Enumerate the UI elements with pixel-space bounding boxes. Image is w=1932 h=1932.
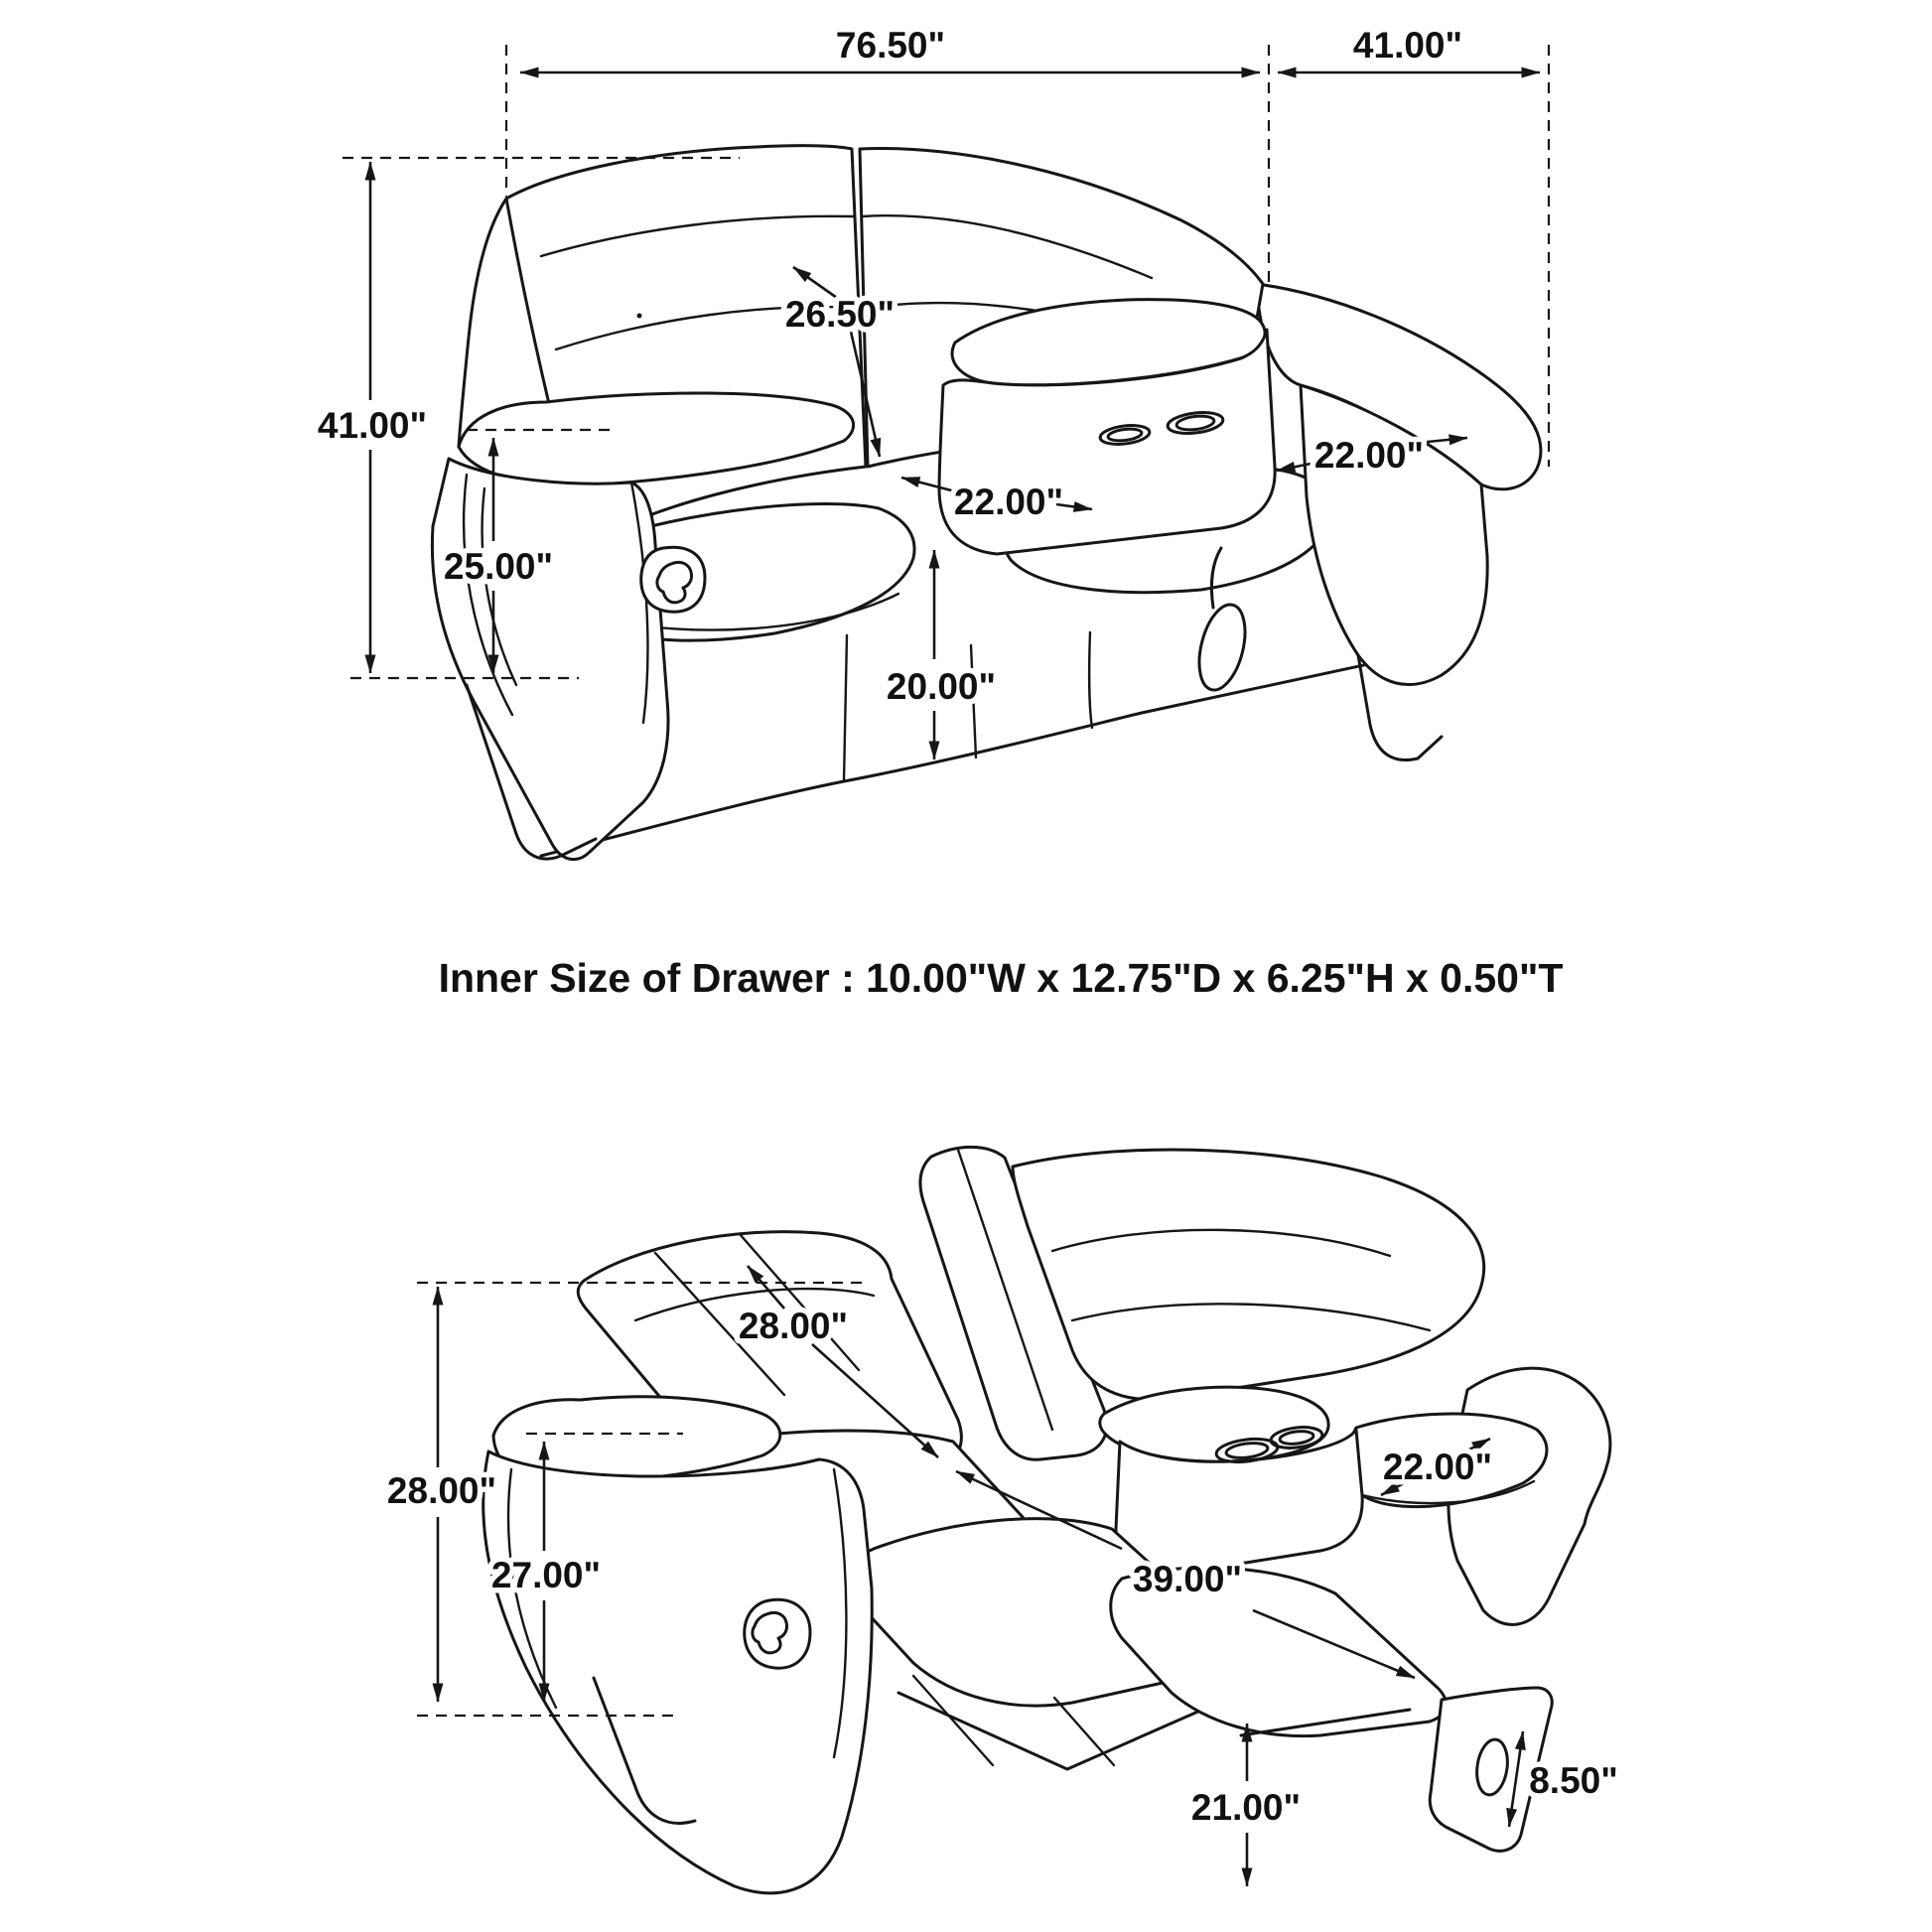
dim-footrest-clearance: 21.00" (1190, 1787, 1302, 1828)
fabric-dot (637, 314, 642, 319)
reclined-view (387, 1147, 1618, 1892)
reclined-sofa-drawing (483, 1147, 1610, 1892)
dim-footrest-panel: 8.50" (1529, 1760, 1618, 1801)
upright-view (318, 25, 1549, 860)
reclined-right-back (1013, 1150, 1484, 1400)
dim-overall-depth: 41.00" (1352, 25, 1463, 66)
dim-seat-width-right: 22.00" (1313, 435, 1425, 476)
dim-reclined-seat-width: 22.00" (1382, 1447, 1493, 1487)
reclined-left-arm-front (483, 1451, 873, 1893)
dim-overall-width: 76.50" (835, 25, 946, 66)
dim-seat-height: 20.00" (886, 666, 997, 707)
dim-reclined-arm-height: 27.00" (490, 1555, 602, 1595)
dim-back-cushion-length: 26.50" (784, 294, 896, 335)
dim-overall-height: 41.00" (317, 405, 428, 446)
drawer-note: Inner Size of Drawer : 10.00"W x 12.75"D x 6.25"H x 0.50"T (438, 955, 1564, 1001)
dim-seat-width-left: 22.00" (953, 482, 1064, 522)
upright-base-seams (844, 632, 1092, 781)
dim-reclined-height: 28.00" (386, 1470, 497, 1511)
upright-left-arm-front (432, 459, 668, 860)
dim-arm-height: 25.00" (443, 546, 554, 587)
dim-recline-extension: 39.00" (1132, 1559, 1243, 1599)
console-release-lever (1191, 600, 1253, 695)
dim-reclined-back-length: 28.00" (738, 1306, 849, 1346)
